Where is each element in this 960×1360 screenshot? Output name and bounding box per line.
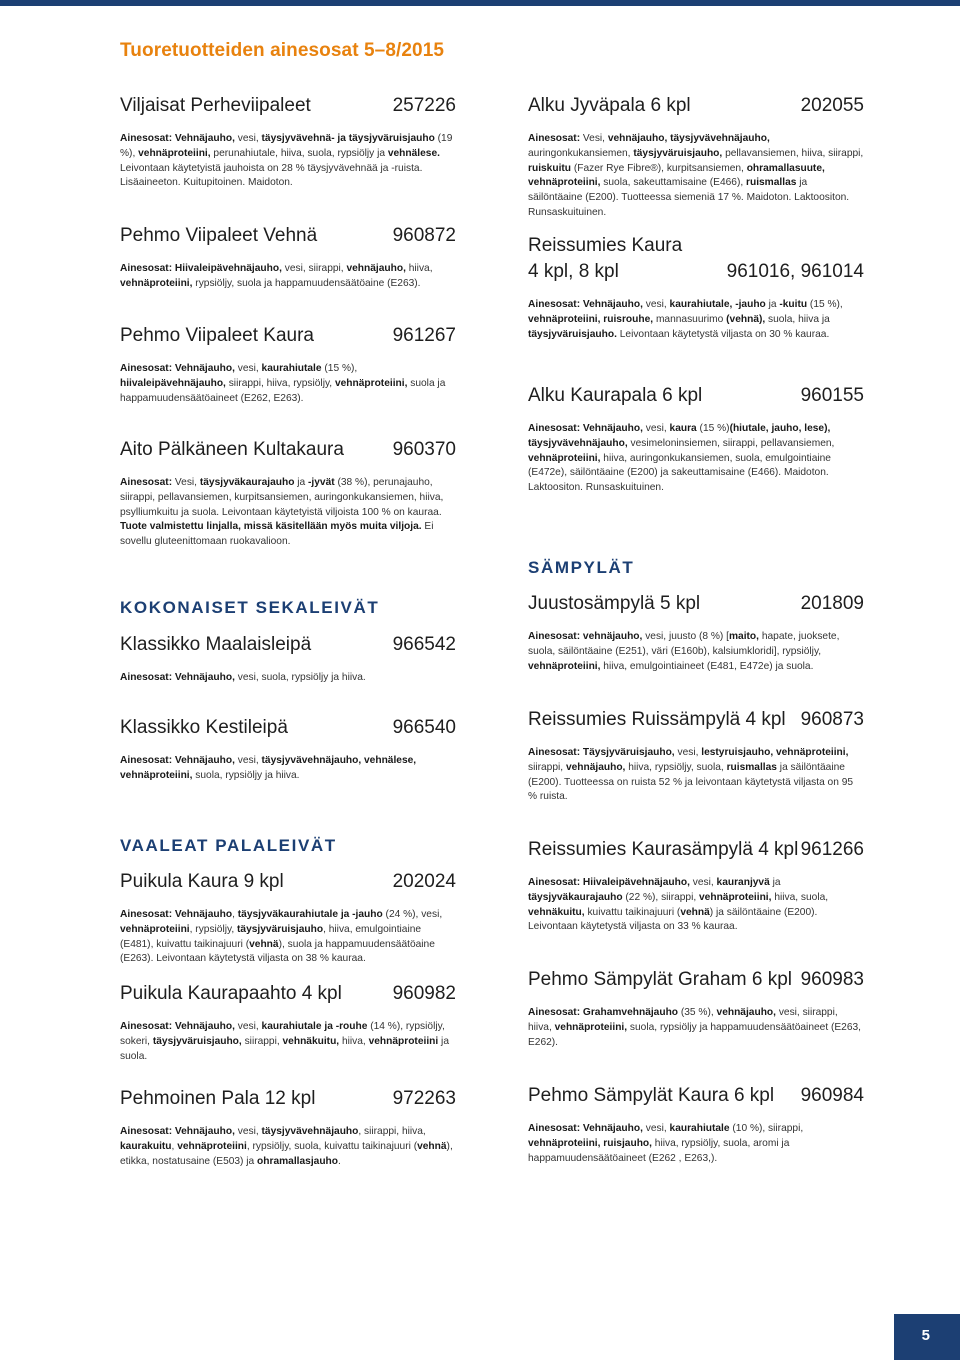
ingredient-text: vesi, [689,877,717,888]
ingredient-highlight: ruiskuitu [528,162,572,174]
ingredient-text: vesi, [642,1123,670,1134]
product-name: Aito Pälkäneen Kultakaura [120,439,344,460]
ingredient-text: vesi, [642,423,670,434]
ingredient-text: vesi, [234,1126,262,1137]
product-reissumies-ruissampyla [528,708,864,805]
ingredient-highlight: vehnäjauho, [565,761,626,773]
product-name: Alku Kaurapala 6 kpl [528,385,703,406]
ingredient-text: (15 %) [696,423,730,434]
ingredient-text: hiiva, [405,263,433,274]
top-bar [0,0,960,6]
ingredient-text: hiiva, suola, [771,891,829,903]
ingredient-text: pellavansiemen, hiiva, siirappi, [722,147,864,159]
section-heading-vaaleat: VAALEAT PALALEIVÄT [120,836,337,855]
product-reissumies-kaura [528,234,864,342]
ingredient-text: (38 %), perunajauho, siirappi, pellavansiemen, kurpitsansiemen, auringonkukansiemen, hiiva, psylliumkuitu ja suola. Leivontaan käytetyistä viljoista 100 % on kauraa. [120,477,444,518]
ingredient-highlight: Ainesosat: vehnäjauho, [528,631,643,642]
ingredient-highlight: Ainesosat: [120,477,173,488]
ingredient-highlight: ruismallas [746,177,797,189]
ingredient-highlight: Ainesosat: Vehnäjauho, [528,299,643,310]
product-name: Reissumies Kaurasämpylä 4 kpl [528,839,799,860]
product-ingredients [528,132,864,221]
product-code: 960370 [392,439,456,460]
ingredient-text: ja suola. [120,1035,449,1062]
ingredient-highlight: täysjyväruisjauho, [152,1035,242,1047]
ingredient-text: Leivontaan käytetyistä jauhoista on 28 % täysjyvävehnää ja -ruista. Lisäaineeton. Kuitupitoinen. Maidoton. [120,162,423,189]
ingredient-highlight: vehnäproteiini, [554,1021,628,1033]
product-code: 972263 [392,1088,456,1109]
ingredient-highlight: Ainesosat: Vehnäjauho, [120,1021,235,1032]
ingredient-highlight: Ainesosat: Vehnäjauho, [120,363,235,374]
ingredient-highlight: Ainesosat: [528,133,581,144]
ingredient-highlight: Tuote valmistettu linjalla, missä käsitellään myös muita viljoja. [120,521,422,533]
ingredient-text: ja [769,877,781,888]
product-ingredients [528,1122,864,1166]
ingredient-highlight: hiivaleipävehnäjauho, [120,377,226,389]
ingredient-highlight: vehnäproteiini, [120,277,193,289]
ingredient-text: vesi, suola, rypsiöljy ja hiiva. [234,672,366,683]
product-code: 961016, 961014 [726,261,864,282]
product-name: Pehmo Sämpylät Graham 6 kpl [528,969,793,990]
ingredient-text: hiiva, rypsiöljy, suola, aromi ja happamuudensäätöaineet (E262 , E263,). [528,1137,790,1164]
ingredient-text: vesi, [234,1021,262,1032]
ingredient-text: , [171,1140,178,1152]
product-name: Klassikko Maalaisleipä [120,634,312,655]
product-code: 960984 [800,1085,864,1106]
ingredient-highlight: Ainesosat: Vehnäjauho [120,909,233,920]
page-number: 5 [921,1327,930,1344]
ingredient-text: suola ja happamuudensäätöaineet (E262, E263). [120,377,446,404]
ingredient-text: auringonkukansiemen, [528,147,634,159]
product-klassikko-maalaisleipa [120,633,456,686]
product-code: 960872 [392,225,456,246]
ingredient-highlight: täysjyväkaurajauho [528,891,623,903]
product-ingredients [528,876,864,935]
ingredient-text: hiiva, rypsiöljy, suola, [625,761,727,773]
ingredient-highlight: vehnäproteiini, [699,891,772,903]
product-ingredients [120,132,456,191]
ingredient-highlight: vehnäproteiini, [138,147,211,159]
product-ingredients [120,754,456,784]
product-ingredients [120,262,456,292]
ingredient-text: suola, hiiva ja [765,313,830,325]
product-name: Klassikko Kestileipä [120,717,288,738]
ingredient-text: hiiva, [339,1035,369,1047]
product-code: 960873 [800,709,864,730]
ingredient-text: siirappi, [528,761,566,773]
product-viljaisat-perheviipaleet [120,94,456,191]
page-number-box [894,1314,960,1360]
ingredient-text: suola, rypsiöljy ja happamuudensäätöaineet (E263, E262). [528,1021,861,1048]
product-ingredients [120,671,456,686]
product-code: 960983 [800,969,864,990]
ingredient-text: ja säilöntäaine (E200). Tuotteessa on ruista 52 % ja leivontaan käytetystä viljasta on 95 % ruista. [528,761,854,803]
ingredient-highlight: kaurahiutale, -jauho [669,299,766,310]
ingredient-text: (35 %), [678,1007,717,1018]
ingredient-highlight: vehnäproteiini [368,1035,439,1047]
ingredient-text: suola, rypsiöljy ja hiiva. [192,769,300,781]
ingredient-highlight: vehnäproteiini, [334,377,408,389]
ingredient-text: (10 %), siirappi, [729,1123,804,1134]
ingredient-highlight: -jyvät [308,477,335,488]
ingredient-text: siirappi, hiiva, rypsiöljy, [225,377,335,389]
ingredient-highlight: vehnäjauho, [716,1007,776,1018]
ingredient-text: vesi, juusto (8 %) [ [642,631,729,642]
product-code: 961267 [392,325,456,346]
ingredient-text: hiiva, emulgointiaineet (E481, E472e) ja suola. [600,660,814,672]
ingredient-highlight: vehnäproteiini [120,923,190,935]
product-code: 201809 [800,593,864,614]
ingredient-highlight: täysjyvävehnäjauho, [528,437,628,449]
product-aito-palkaneen-kultakaura [120,438,456,550]
ingredient-text: (15 %), [807,299,843,310]
ingredient-highlight: vehnäproteiini, ruisjauho, [528,1137,652,1149]
product-code: 202024 [392,871,456,892]
product-code: 966542 [392,634,456,655]
ingredient-text: vesi, siirappi, hiiva, [528,1007,838,1033]
ingredient-highlight: Ainesosat: Täysjyväruisjauho, [528,747,675,758]
ingredient-highlight: täysjyväkaurajauho [199,477,295,488]
ingredient-highlight: Ainesosat: Vehnäjauho, [120,133,235,144]
ingredient-text: suola, sakeuttamisaine (E466), [600,177,746,189]
product-code: 966540 [392,717,456,738]
ingredient-highlight: ohramallasjauho [257,1155,339,1167]
ingredient-text: siirappi, [241,1035,283,1047]
product-name: Puikula Kaurapaahto 4 kpl [120,983,342,1004]
ingredient-text: , siirappi, hiiva, [358,1126,426,1137]
product-pehmo-viipaleet-vehna [120,224,456,292]
ingredient-text: (15 %), [321,363,358,374]
product-klassikko-kestileipa [120,716,456,784]
ingredient-highlight: Ainesosat: Hiivaleipävehnäjauho, [528,877,690,888]
ingredient-highlight: täysjyväruisjauho [237,923,324,935]
product-ingredients [528,298,864,342]
product-reissumies-kaurasampyla [528,838,864,935]
product-pehmo-sampylat-kaura [528,1084,864,1166]
ingredient-highlight: vehnäproteiini, [528,660,601,672]
product-code: 960155 [800,385,864,406]
ingredient-text: (14 %), rypsiöljy, sokeri, [120,1021,445,1047]
ingredient-text: Vesi, [580,133,608,144]
product-pehmo-viipaleet-kaura [120,324,456,406]
ingredient-text: vesi, [234,755,262,766]
ingredient-highlight: täysjyväruisjauho. [528,328,617,340]
ingredient-text: ja säilöntäaine (E200). Tuotteessa siemeniä 17 %. Maidoton. Laktoositon. Runsaskuituinen. [528,177,850,218]
ingredient-highlight: kaura [669,423,697,434]
ingredient-text: Leivontaan käytetystä viljasta on 30 % kauraa. [616,328,830,340]
ingredient-text: hapate, juoksete, suola, säilöntäaine (E251), väri (E160b), kalsiumkloridi], rypsiöljy, [528,631,840,657]
ingredient-highlight: vehnäkuitu, [528,906,585,918]
ingredient-text: (Fazer Rye Fibre®), kurpitsansiemen, [571,162,747,174]
ingredient-text: kuivattu taikinajuuri ( [584,906,681,918]
ingredient-text: mannasuurimo [653,313,727,325]
ingredient-text: (19 %), [120,133,453,159]
product-code: 961266 [800,839,864,860]
ingredient-text: rypsiöljy, suola ja happamuudensäätöaine (E263). [192,277,421,289]
product-alku-jyvapala [528,94,864,221]
ingredient-text: vesi, [234,133,262,144]
product-name: Reissumies Ruissämpylä 4 kpl [528,709,786,730]
section-heading-sampylat: SÄMPYLÄT [528,558,635,577]
ingredient-text: vesi, [674,747,702,758]
product-name: Pehmo Viipaleet Vehnä [120,225,318,246]
ingredient-highlight: kaurakuitu [120,1140,172,1152]
ingredient-highlight: vehnäproteiini, [528,452,601,464]
product-pehmoinen-pala [120,1087,456,1169]
ingredient-text: ja [765,299,780,310]
product-ingredients [528,422,864,496]
product-name: Pehmoinen Pala 12 kpl [120,1088,316,1109]
product-name: Viljaisat Perheviipaleet [120,95,311,116]
product-code: 960982 [392,983,456,1004]
ingredient-highlight: täysjyväkaurahiutale ja -jauho [237,909,383,920]
ingredient-text: . [338,1155,341,1167]
product-name-variants: 4 kpl, 8 kpl [528,261,619,282]
product-alku-kaurapala [528,384,864,496]
product-puikula-kaurapaahto [120,982,456,1064]
ingredient-highlight: vehnäjauho, täysjyvävehnäjauho, [607,133,770,144]
product-name: Juustosämpylä 5 kpl [528,593,701,614]
ingredient-highlight: Ainesosat: Vehnäjauho, [528,423,643,434]
ingredient-highlight: Ainesosat: Vehnäjauho, [120,755,235,766]
ingredient-highlight: vehnä [417,1140,447,1152]
ingredient-highlight: täysjyväruisjauho, [633,147,723,159]
ingredient-highlight: vehnäjauho, [346,263,406,274]
ingredient-text: Ei sovellu gluteenittomaan ruokavalioon. [120,521,434,548]
ingredient-text: ), suola ja happamuudensäätöaine (E263). Leivontaan käytetystä viljasta on 38 % kauraa. [120,938,435,965]
ingredient-highlight: vehnälese. [387,147,440,159]
ingredient-highlight: kaurahiutale [669,1123,730,1134]
ingredient-text: ja [294,477,309,488]
ingredient-highlight: Ainesosat: Vehnäjauho, [528,1123,643,1134]
ingredient-highlight: vehnäproteiini, ruisrouhe, [528,313,654,325]
ingredient-text: vesi, [642,299,670,310]
page-title: Tuoretuotteiden ainesosat 5–8/2015 [120,40,445,61]
ingredient-text: ) ja säilöntäaine (E200). Leivontaan käytetystä viljasta on 33 % kauraa. [528,906,818,933]
section-heading-kokonaiset: KOKONAISET SEKALEIVÄT [120,598,380,617]
ingredient-text: Vesi, [172,477,200,488]
ingredient-highlight: kaurahiutale [261,363,322,374]
product-name: Pehmo Sämpylät Kaura 6 kpl [528,1085,775,1106]
ingredient-highlight: -kuitu [779,299,808,310]
ingredient-highlight: Ainesosat: Hiivaleipävehnäjauho, [120,263,282,274]
ingredient-text: hiiva, auringonkukansiemen, suola, emulgointiaine (E472e), säilöntäaine (E200) ja sakeuttamisaine (E466). Maidoton. Laktoositon. Runsaskuituinen. [528,452,831,494]
product-code: 202055 [800,95,864,116]
ingredient-text: perunahiutale, hiiva, suola, rypsiöljy ja [210,147,388,159]
product-ingredients [120,362,456,406]
product-name: Puikula Kaura 9 kpl [120,871,284,892]
product-ingredients [528,746,864,805]
product-code: 257226 [392,95,456,116]
ingredient-text: vesi, [234,363,262,374]
product-ingredients [120,1125,456,1169]
ingredient-text: (24 %), vesi, [382,909,443,920]
ingredient-highlight: maito, [728,631,759,642]
ingredient-highlight: Ainesosat: Vehnäjauho, [120,1126,235,1137]
product-name: Pehmo Viipaleet Kaura [120,325,314,346]
ingredient-highlight: (vehnä), [726,313,766,325]
ingredient-highlight: Ainesosat: Grahamvehnäjauho [528,1007,679,1018]
ingredient-highlight: vehnäkuitu, [282,1035,340,1047]
product-ingredients [120,908,456,967]
product-name: Reissumies Kaura [528,235,683,256]
ingredient-text: , rypsiöljy, suola, kuivattu taikinajuuri ( [246,1140,418,1152]
ingredient-text: (22 %), siirappi, [622,891,700,903]
ingredient-highlight: kauranjyvä [716,877,770,888]
ingredient-highlight: vehnäproteiini [177,1140,247,1152]
product-juustosampyla [528,592,864,674]
product-ingredients [120,1020,456,1064]
ingredient-highlight: lestyruisjauho, vehnäproteiini, [701,747,849,758]
ingredient-text: , [232,909,238,920]
ingredient-highlight: vehnä [680,906,710,918]
product-puikula-kaura [120,870,456,967]
product-name: Alku Jyväpala 6 kpl [528,95,691,116]
ingredient-highlight: (hiutale, jauho, lese), [729,423,831,434]
ingredient-text: vesi, siirappi, [281,263,347,274]
ingredient-highlight: ruismallas [726,761,777,773]
ingredient-highlight: täysjyvävehnä- ja täysjyväruisjauho [261,133,435,144]
ingredient-text: ), etikka, nostatusaine (E503) ja [120,1140,453,1167]
product-ingredients [528,630,864,674]
ingredient-highlight: ohramallasuute, vehnäproteiini, [528,162,825,189]
ingredient-highlight: Ainesosat: Vehnäjauho, [120,672,235,683]
ingredient-text: , rypsiöljy, [189,923,238,935]
ingredient-text: , hiiva, emulgointiaine (E481), kuivattu taikinajuuri ( [120,923,422,950]
ingredient-highlight: täysjyvävehnäjauho, vehnälese, vehnäproteiini, [120,755,417,781]
ingredient-highlight: täysjyvävehnäjauho [261,1126,359,1137]
ingredient-highlight: kaurahiutale ja -rouhe [261,1021,368,1032]
product-ingredients [120,476,456,550]
product-ingredients [528,1006,864,1050]
product-pehmo-sampylat-graham [528,968,864,1050]
ingredient-text: vesimeloninsiemen, siirappi, pellavansiemen, [627,437,835,449]
ingredient-highlight: vehnä [249,938,279,950]
